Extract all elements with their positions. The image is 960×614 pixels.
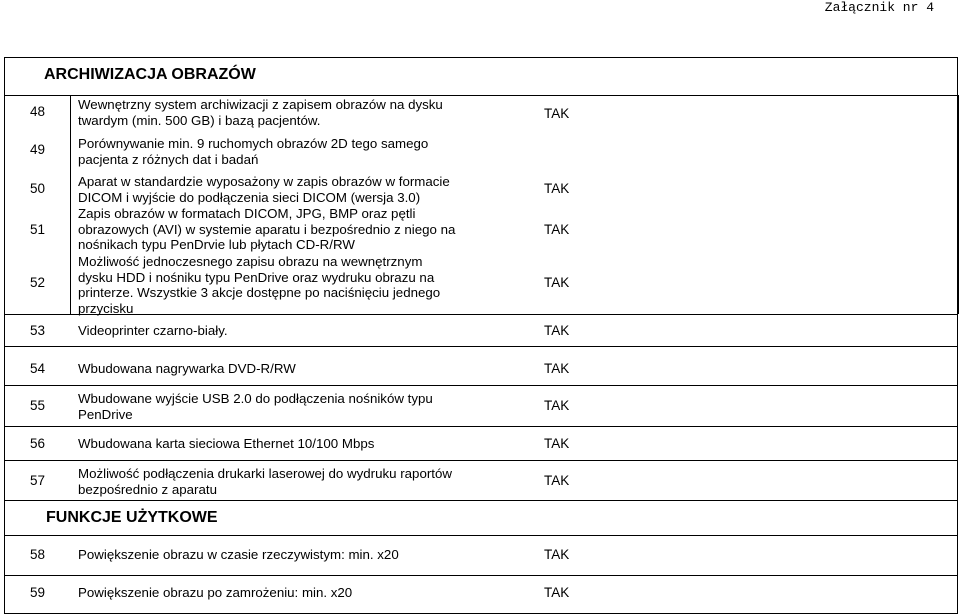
- row-description: Porównywanie min. 9 ruchomych obrazów 2D tego samego pacjenta z różnych dat i badań: [78, 136, 429, 167]
- row-number: 48: [30, 104, 46, 119]
- row-value: TAK: [544, 547, 570, 562]
- row-number: 50: [30, 181, 46, 196]
- row-number: 55: [30, 398, 46, 413]
- row-number: 59: [30, 585, 46, 600]
- row-description: Powiększenie obrazu po zamrożeniu: min. x20: [78, 585, 353, 600]
- row-value: TAK: [544, 398, 570, 413]
- row-description: Wbudowana karta sieciowa Ethernet 10/100 Mbps: [78, 436, 375, 451]
- row-number: 58: [30, 547, 46, 562]
- row-description: Wbudowana nagrywarka DVD-R/RW: [78, 361, 296, 376]
- attachment-header: [0, 0, 960, 22]
- row-value: TAK: [544, 323, 570, 338]
- row-value: TAK: [544, 473, 570, 488]
- row-number: 57: [30, 473, 46, 488]
- row-description: Powiększenie obrazu w czasie rzeczywistym: min. x20: [78, 547, 399, 562]
- row-number: 52: [30, 275, 46, 290]
- section-title-archiving: ARCHIWIZACJA OBRAZÓW: [44, 66, 256, 83]
- row-description: Aparat w standardzie wyposażony w zapis obrazów w formacie DICOM i wyjście do podłączenia sieci DICOM (wersja 3.0): [78, 174, 450, 205]
- row-number: 51: [30, 222, 46, 237]
- row-value: TAK: [544, 222, 570, 237]
- row-number: 54: [30, 361, 46, 376]
- row-number: 53: [30, 323, 46, 338]
- section-title-user-functions: FUNKCJE UŻYTKOWE: [46, 509, 218, 526]
- row-value: TAK: [544, 275, 570, 290]
- row-description: Videoprinter czarno-biały.: [78, 323, 228, 338]
- row-description: Wewnętrzny system archiwizacji z zapisem obrazów na dysku twardym (min. 500 GB) i bazą pacjentów.: [78, 97, 443, 128]
- row-description: Możliwość podłączenia drukarki laserowej do wydruku raportów bezpośrednio z aparatu: [78, 466, 452, 497]
- row-description: Wbudowane wyjście USB 2.0 do podłączenia nośników typu PenDrive: [78, 391, 433, 422]
- row-number: 49: [30, 142, 46, 157]
- row-description: Zapis obrazów w formatach DICOM, JPG, BMP oraz pętli obrazowych (AVI) w systemie aparatu i bezpośrednio z niego na nośnikach typu PenDrvie lub płytach CD-R/RW: [78, 206, 456, 252]
- row-value: TAK: [544, 436, 570, 451]
- attachment-label: Załącznik nr 4: [824, 0, 934, 15]
- row-value: TAK: [544, 585, 570, 600]
- row-description: Możliwość jednoczesnego zapisu obrazu na wewnętrznym dysku HDD i nośniku typu PenDrive oraz wydruku obrazu na printerze. Wszystkie 3 akcje dostępne po naciśnięciu jednego przycisku: [78, 254, 441, 316]
- row-number: 56: [30, 436, 46, 451]
- row-value: TAK: [544, 181, 570, 196]
- row-value: TAK: [544, 106, 570, 121]
- row-value: TAK: [544, 361, 570, 376]
